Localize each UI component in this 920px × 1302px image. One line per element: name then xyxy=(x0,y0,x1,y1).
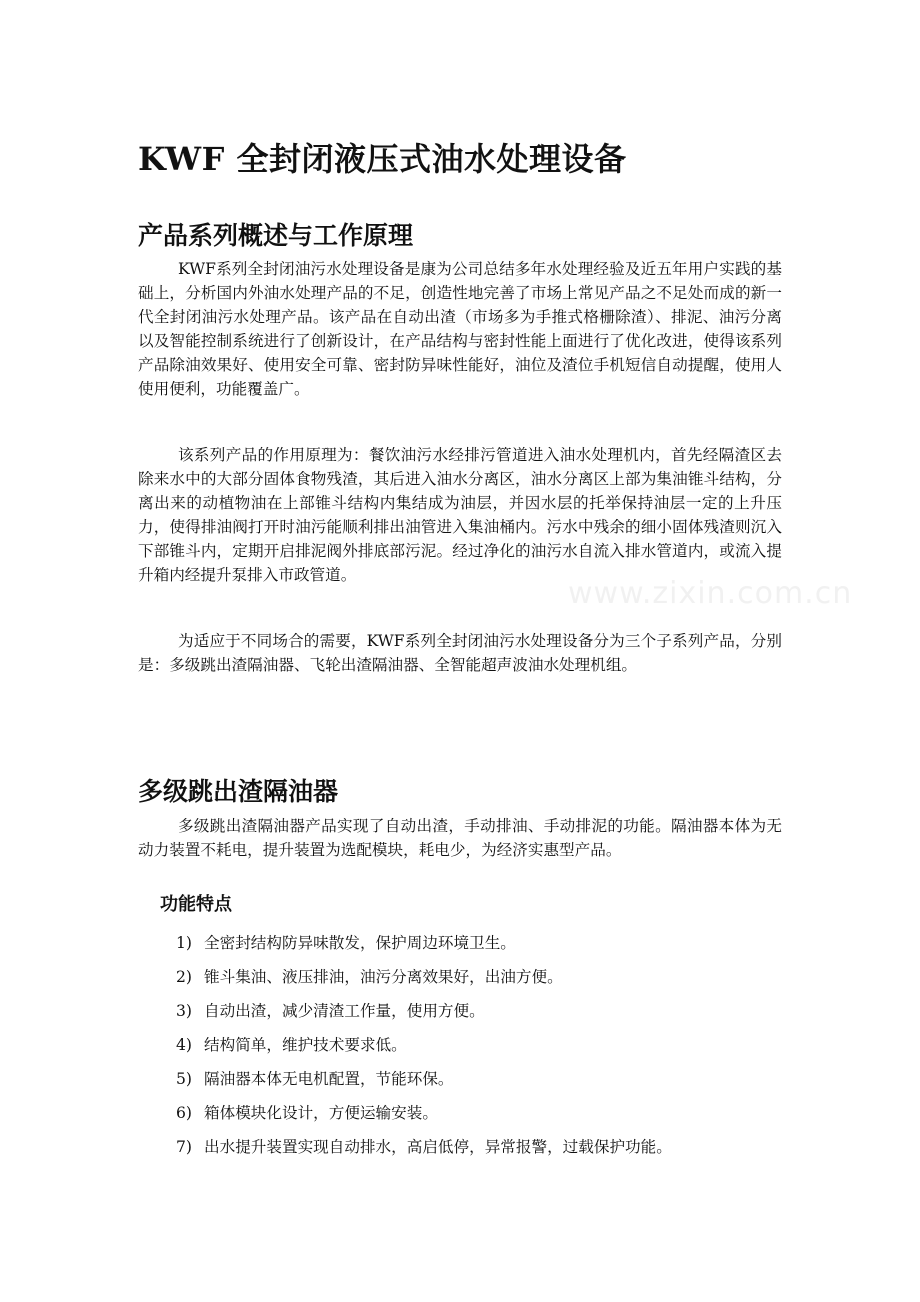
list-item-number: 4) xyxy=(176,1036,193,1054)
section-heading-overview: 产品系列概述与工作原理 xyxy=(138,221,414,250)
list-item xyxy=(176,1033,672,1067)
list-item-number: 5) xyxy=(176,1070,193,1088)
list-item-number: 7) xyxy=(176,1138,193,1156)
list-item xyxy=(176,965,672,999)
overview-paragraph: KWF系列全封闭油污水处理设备是康为公司总结多年水处理经验及近五年用户实践的基础上，分析国内外油水处理产品的不足，创造性地完善了市场上常见产品之不足处而成的新一代全封闭油污水处理产品。该产品在自动出渣（市场多为手推式格栅除渣）、排泥、油污分离以及智能控制系统进行了创新设计，在产品结构与密封性能上面进行了优化改进，使得该系列产品除油效果好、使用安全可靠、密封防异味性能好，油位及渣位手机短信自动提醒，使用人使用便利，功能覆盖广。 xyxy=(138,260,782,398)
list-item-text: 全密封结构防异味散发，保护周边环境卫生。 xyxy=(204,934,516,952)
list-item xyxy=(176,999,672,1033)
list-item-text: 自动出渣，减少清渣工作量，使用方便。 xyxy=(204,1002,485,1020)
section-heading-multistage: 多级跳出渣隔油器 xyxy=(138,777,339,806)
multistage-paragraph: 多级跳出渣隔油器产品实现了自动出渣，手动排油、手动排泥的功能。隔油器本体为无动力装置不耗电，提升装置为选配模块，耗电少，为经济实惠型产品。 xyxy=(138,817,782,859)
list-item xyxy=(176,931,672,965)
list-item xyxy=(176,1135,672,1169)
principle-paragraph: 该系列产品的作用原理为：餐饮油污水经排污管道进入油水处理机内，首先经隔渣区去除来水中的大部分固体食物残渣，其后进入油水分离区，油水分离区上部为集油锥斗结构，分离出来的动植物油在上部锥斗结构内集结成为油层，并因水层的托举保持油层一定的上升压力，使得排油阀打开时油污能顺利排出油管进入集油桶内。污水中残余的细小固体残渣则沉入下部锥斗内，定期开启排泥阀外排底部污泥。经过净化的油污水自流入排水管道内，或流入提升箱内经提升泵排入市政管道。 xyxy=(138,446,782,584)
watermark: www.zixin.com.cn xyxy=(568,576,853,611)
list-item-number: 2) xyxy=(176,968,193,986)
features-heading: 功能特点 xyxy=(160,894,232,915)
feature-list xyxy=(176,931,672,1169)
list-item-text: 锥斗集油、液压排油，油污分离效果好，出油方便。 xyxy=(204,968,563,986)
list-item xyxy=(176,1101,672,1135)
series-paragraph: 为适应于不同场合的需要，KWF系列全封闭油污水处理设备分为三个子系列产品，分别是：多级跳出渣隔油器、飞轮出渣隔油器、全智能超声波油水处理机组。 xyxy=(138,632,782,674)
list-item-number: 6) xyxy=(176,1104,193,1122)
list-item-number: 3) xyxy=(176,1002,193,1020)
document-title: KWF 全封闭液压式油水处理设备 xyxy=(138,140,627,178)
list-item-text: 结构简单，维护技术要求低。 xyxy=(204,1036,407,1054)
list-item-text: 出水提升装置实现自动排水，高启低停，异常报警，过载保护功能。 xyxy=(204,1138,672,1156)
list-item-text: 隔油器本体无电机配置，节能环保。 xyxy=(204,1070,454,1088)
list-item xyxy=(176,1067,672,1101)
list-item-number: 1) xyxy=(176,934,193,952)
list-item-text: 箱体模块化设计，方便运输安装。 xyxy=(204,1104,438,1122)
